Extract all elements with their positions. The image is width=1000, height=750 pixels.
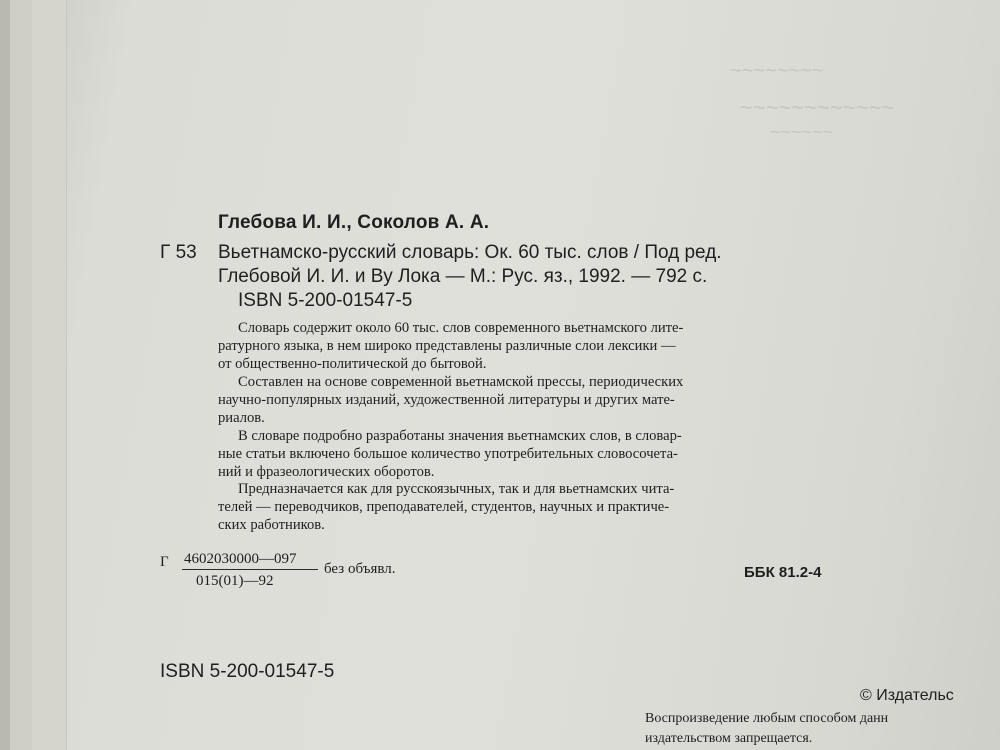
- annotation-paragraph-4: [218, 481, 858, 534]
- fraction-rule: [182, 569, 318, 570]
- bib-line-1: Вьетнамско-русский словарь: Ок. 60 тыс. слов / Под ред.: [218, 242, 722, 263]
- copyright-text: © Издательс: [860, 687, 954, 704]
- catalog-code: Г 53: [160, 242, 197, 263]
- isbn-line: ISBN 5-200-01547-5: [238, 290, 413, 311]
- annotation-line: телей — переводчиков, преподавателей, студентов, научных и практиче-: [218, 498, 670, 515]
- showthrough-text: ~~~~~~~~: [730, 60, 824, 82]
- annotation-line: ратурного языка, в нем широко представлены различные слои лексики —: [218, 337, 676, 354]
- annotation-line: риалов.: [218, 409, 265, 426]
- annotation-line: ских работников.: [218, 516, 325, 533]
- index-letter: Г: [160, 554, 169, 570]
- showthrough-text: ~~~~~~~~~~~~: [740, 95, 895, 120]
- annotation-line: В словаре подробно разработаны значения вьетнамских слов, в словар-: [238, 428, 682, 444]
- page-edge-inner: [32, 0, 67, 750]
- index-note: без объявл.: [324, 561, 396, 577]
- annotation-line: Словарь содержит около 60 тыс. слов современного вьетнамского лите-: [238, 320, 684, 336]
- annotation-line: Предназначается как для русскоязычных, так и для вьетнамских чита-: [238, 481, 675, 497]
- showthrough-text: ~~~~~~: [770, 122, 834, 142]
- page-edge-outer: [0, 0, 10, 750]
- annotation-line: Составлен на основе современной вьетнамской прессы, периодических: [238, 374, 684, 390]
- bib-line-2: Глебовой И. И. и Ву Лока — М.: Рус. яз., 1992. — 792 с.: [218, 266, 708, 287]
- annotation-line: ные статьи включено большое количество употребительных словосочета-: [218, 445, 678, 462]
- index-numerator: 4602030000—097: [184, 551, 297, 567]
- annotation-line: научно-популярных изданий, художественной литературы и других мате-: [218, 391, 675, 408]
- notice-line-2: издательством запрещается.: [645, 731, 813, 746]
- authors-heading: Глебова И. И., Соколов А. А.: [218, 212, 490, 233]
- page-edge-middle: [10, 0, 33, 750]
- bbk-code: ББК 81.2-4: [744, 564, 822, 581]
- notice-line-1: Воспроизведение любым способом данн: [645, 711, 889, 726]
- annotation-paragraph-3: [218, 428, 858, 481]
- annotation-line: от общественно-политической до бытовой.: [218, 355, 487, 372]
- annotation-paragraph-2: [218, 374, 858, 427]
- annotation-paragraph-1: [218, 320, 858, 373]
- index-denominator: 015(01)—92: [196, 573, 274, 589]
- annotation-line: ний и фразеологических оборотов.: [218, 463, 435, 480]
- footer-isbn: ISBN 5-200-01547-5: [160, 661, 335, 682]
